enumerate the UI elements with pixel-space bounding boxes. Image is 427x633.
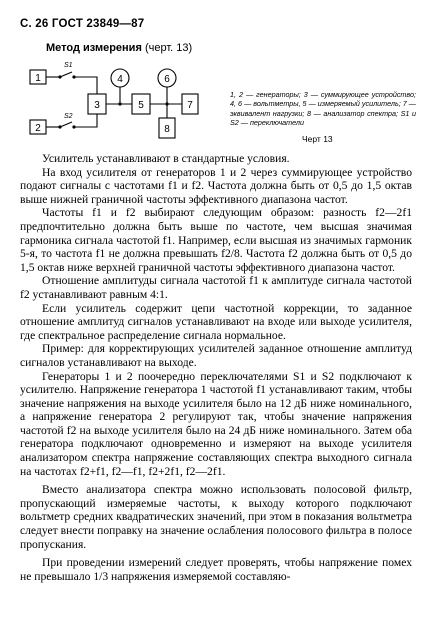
paragraph: Пример: для корректирующих усилителей заданное отношение амплитуд сигналов устанавливают на выходе.: [20, 342, 412, 369]
method-figure-ref: (черт. 13): [144, 42, 193, 54]
circuit-diagram: [20, 52, 220, 144]
block-6-label: 6: [164, 74, 170, 85]
block-1-label: 1: [35, 73, 41, 84]
block-4-label: 4: [117, 74, 123, 85]
block-2-label: 2: [35, 123, 41, 134]
wire-s2-to-3: [74, 114, 97, 127]
paragraph: Генераторы 1 и 2 поочередно переключателями S1 и S2 подключают к усилителю. Напряжение генератора 1 частотой f1 устанавливают таким, чтобы значение напряжения на выходе усилителя было на 12 дБ ниже номинального, а напряжение генератора 2 регулируют так, чтобы значение напряжения частотой f2 на выходе усилителя было на 24 дБ ниже номинального. Затем оба генератора подключают одновременно и измеряют на выходе усилителя анализатором спектра напряжение составляющих спектра выходного сигнала на частотах f2+f1, f2—f1, f2+2f1, f2—2f1.: [20, 369, 412, 478]
switch-s2-label: S2: [64, 113, 73, 120]
figure-caption: Черт 13: [302, 134, 333, 144]
paragraph: На вход усилителя от генераторов 1 и 2 через суммирующее устройство подают сигналы с частотами f1 и f2. Частота должна быть от 0,5 до 1,5 октав выше нижней граничной частоты эффективного диапазона частот.: [20, 165, 412, 206]
block-5-label: 5: [138, 100, 144, 111]
paragraph: Усилитель устанавливают в стандартные условия.: [42, 152, 290, 165]
switch-s1-label: S1: [64, 62, 73, 69]
block-7-label: 7: [187, 100, 193, 111]
body-text: [20, 152, 412, 583]
paragraph: Отношение амплитуды сигнала частотой f1 к амплитуде сигнала частотой f2 устанавливают равным 4:1.: [20, 274, 412, 301]
paragraph: При проведении измерений следует проверять, чтобы напряжение помех не превышало 1/3 напряжения измеряемой составляю-: [20, 556, 412, 583]
figure-legend: 1, 2 — генераторы; 3 — суммирующее устройство; 4, 6 — вольтметры, 5 — измеряемый усилитель; 7 — эквивалент нагрузки; 8 — анализатор спектра; S1 и S2 — переключатели: [230, 90, 416, 128]
paragraph: Частоты f1 и f2 выбирают следующим образом: разность f2—2f1 предпочтительно должна быть выше по частоте, чем высшая значимая гармоника сигнала частотой f1. Например, если высшая из значимых гармоник 5-я, то частота f1 не должна превышать f2/8. Частота f2 должна быть от 0,5 до 1,5 октав ниже верхней граничной частоты эффективного диапазона частот.: [20, 206, 412, 274]
method-title: Метод измерения: [46, 42, 142, 54]
block-3-label: 3: [94, 100, 100, 111]
paragraph: Если усилитель содержит цепи частотной коррекции, то заданное отношение амплитуд сигналов устанавливают на входе или выходе усилителя, где спектральное распределение сигнала нормальное.: [20, 301, 412, 342]
block-8-label: 8: [164, 124, 170, 135]
switch-s1-blade: [60, 72, 72, 77]
page-header: С. 26 ГОСТ 23849—87: [20, 18, 145, 30]
switch-s2-blade: [60, 122, 72, 127]
paragraph: Вместо анализатора спектра можно использовать полосовой фильтр, пропускающий измеряемые частоты, к выходу которого подключают вольтметр средних квадратических значений, при этом в показания вольтметра следует внести поправку на значение ослабления полосового фильтра в полосе пропускания.: [20, 483, 412, 551]
wire-s1-to-3: [74, 77, 97, 94]
